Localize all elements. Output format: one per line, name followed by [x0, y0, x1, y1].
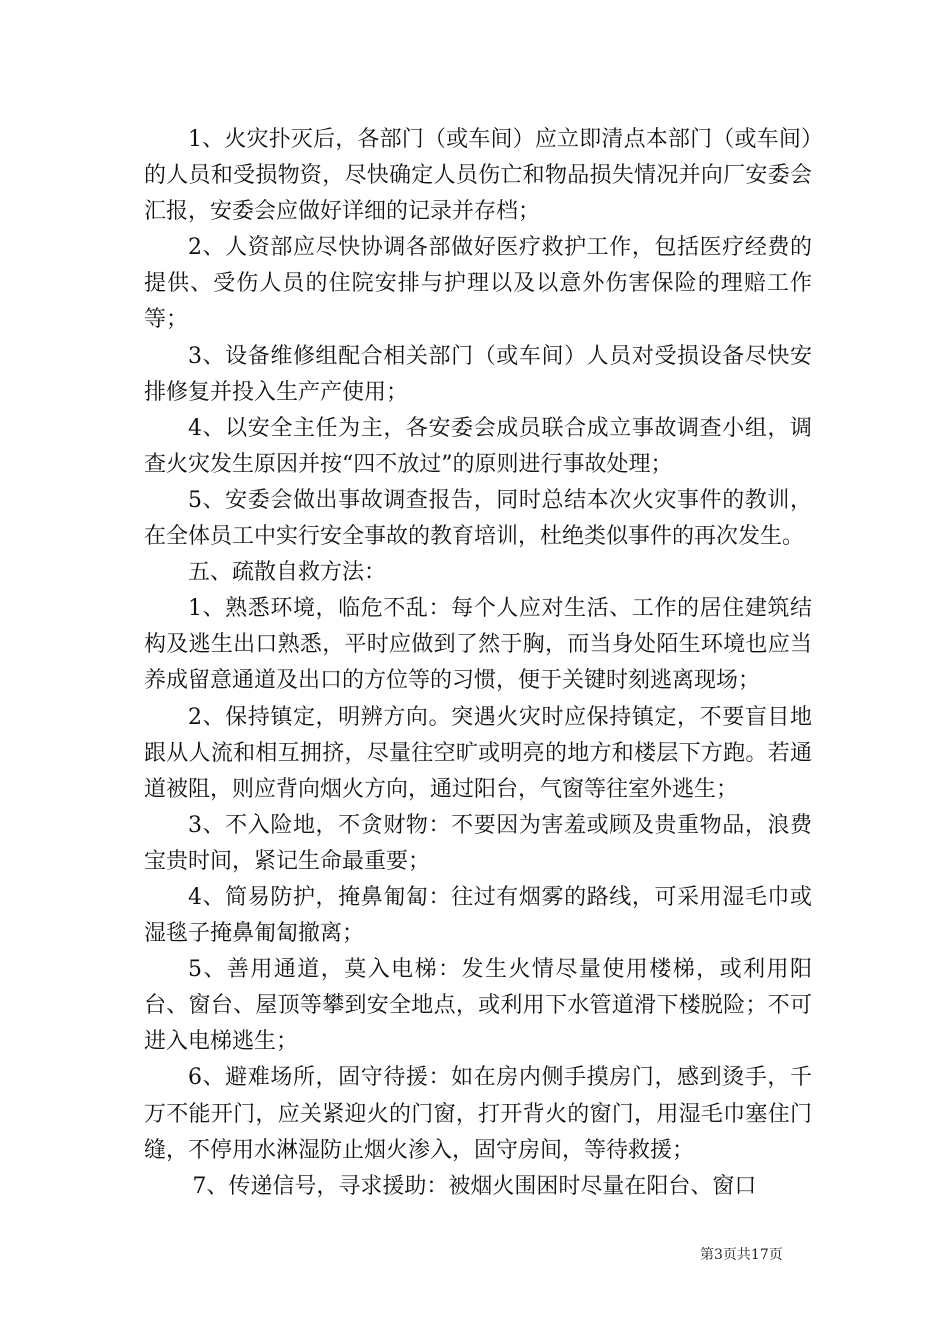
paragraph-equipment-repair: 3、设备维修组配合相关部门（或车间）人员对受损设备尽快安排修复并投入生产产使用； — [144, 343, 812, 405]
paragraph-investigation-report: 5、安委会做出事故调查报告，同时总结本次火灾事件的教训，在全体员工中实行安全事故的教育培训，杜绝类似事件的再次发生。 — [144, 487, 812, 550]
document-body — [144, 122, 812, 1205]
paragraph-use-stairs: 5、善用通道，莫入电梯：发生火情尽量使用楼梯，或利用阳台、窗台、屋顶等攀到安全地点，或利用下水管道滑下楼脱险；不可进入电梯逃生； — [144, 957, 812, 1055]
paragraph-know-environment: 1、熟悉环境，临危不乱：每个人应对生活、工作的居住建筑结构及逃生出口熟悉，平时应做到了然于胸，而当身处陌生环境也应当养成留意通道及出口的方位等的习惯，便于关键时刻逃离现场； — [144, 596, 812, 694]
paragraph-medical-care: 2、人资部应尽快协调各部做好医疗救护工作，包括医疗经费的提供、受伤人员的住院安排与护理以及以意外伤害保险的理赔工作等； — [144, 235, 812, 333]
paragraph-no-valuables: 3、不入险地，不贪财物：不要因为害羞或顾及贵重物品，浪费宝贵时间，紧记生命最重要； — [144, 812, 812, 874]
paragraph-simple-protection: 4、简易防护，掩鼻匍匐：往过有烟雾的路线，可采用湿毛巾或湿毯子掩鼻匍匐撤离； — [144, 884, 812, 947]
page-number-footer: 第3页共17页 — [700, 1247, 783, 1263]
paragraph-investigation-team: 4、以安全主任为主，各安委会成员联合成立事故调查小组，调查火灾发生原因并按“四不放过”的原则进行事故处理； — [144, 415, 812, 477]
paragraph-aftermath-headcount: 1、火灾扑灭后，各部门（或车间）应立即清点本部门（或车间）的人员和受损物资，尽快确定人员伤亡和物品损失情况并向厂安委会汇报，安委会应做好详细的记录并存档； — [144, 127, 812, 225]
paragraph-shelter-in-place: 6、避难场所，固守待援：如在房内侧手摸房门，感到烫手，千万不能开门，应关紧迎火的门窗，打开背火的窗门，用湿毛巾塞住门缝，不停用水淋湿防止烟火渗入，固守房间，等待救援； — [144, 1065, 812, 1163]
section-heading-evacuation: 五、疏散自救方法： — [188, 560, 387, 586]
paragraph-stay-calm: 2、保持镇定，明辨方向。突遇火灾时应保持镇定，不要盲目地跟从人流和相互拥挤，尽量往空旷或明亮的地方和楼层下方跑。若通道被阻，则应背向烟火方向，通过阳台，气窗等往室外逃生； — [144, 704, 812, 802]
paragraph-send-signal: 7、传递信号，寻求援助：被烟火围困时尽量在阳台、窗口 — [192, 1173, 757, 1199]
